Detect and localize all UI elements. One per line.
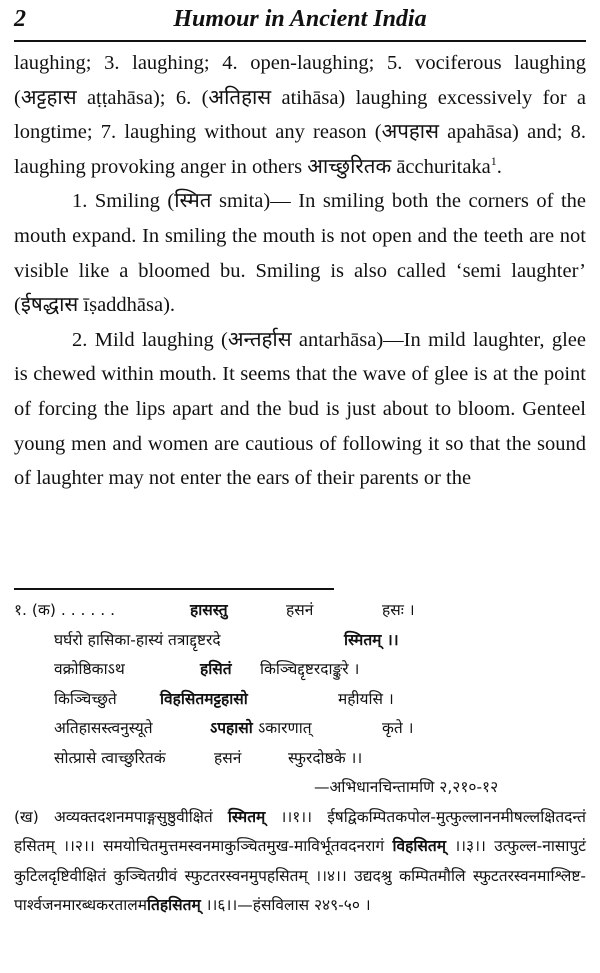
verse-line: १. (क) . . . . . . हासस्तु हसनं हसः । (14, 601, 415, 619)
verse-line: वक्रोष्ठिकाऽथ हसितं किञ्चिद्दृष्टरदाङ्कुरे । (54, 660, 360, 678)
book-title: Humour in Ancient India (173, 6, 427, 32)
verse-line: अतिहासस्त्वनुस्यूते ऽपहासो ऽकारणात् कृते । (54, 719, 414, 737)
footnote-prose: (ख) अव्यक्तदशनमपाङ्गसुष्ठुवीक्षितं स्मितम् ।।१।। ईषद्विकम्पितकपोल-मुत्फुल्लाननमीषल्लक्षितदन्तं हसितम् ।।२।। समयोचितमुत्तमस्वनमाकुञ्चितमुख-माविर्भूतवदनरागं विहसितम् ।।३।। उत्फुल्ल-नासापुटं कुटिलदृष्टिवीक्षितं कुञ्चितग्रीवं स्फुटतरस्वनमुपहसितम् ।।४।। उद्यदश्रु कम्पितमौलि स्फुटतरस्वनमाश्लिष्ट-पार्श्वजनमारब्धकरतालमतिहसितम् ।।६।।—हंसविलास २४९-५० । (14, 807, 586, 914)
footnote-rule (14, 588, 334, 590)
verse-source: —अभिधानचिन्तामणि २,२१०-१२ (314, 778, 499, 796)
paragraph-mild-laughing: 2. Mild laughing (अन्तर्हास antarhāsa)—In mild laughter, glee is chewed within mouth. It seems that the wave of glee is at the point of forcing the lips apart and the bud is just about to bloom. Genteel young men and women are cautious of following it so that the sound of laughter may not enter the ears of their parents or the (14, 328, 586, 490)
running-header (14, 2, 586, 38)
verse-line: सोत्प्रासे त्वाच्छुरितकं हसनं स्फुरदोष्ठके ।। (54, 748, 363, 767)
body-text (14, 46, 586, 496)
verse-line: किञ्चिच्छुते विहसितमट्टहासो महीयसि । (54, 689, 394, 708)
header-rule (14, 40, 586, 42)
page-number: 2 (14, 6, 26, 32)
verse-line: घर्घरो हासिका-हास्यं तत्राद्दृष्टरदे स्मितम् ।। (54, 630, 399, 649)
footnote-verse (14, 596, 586, 803)
paragraph-smiling: 1. Smiling (स्मित smita)— In smiling both the corners of the mouth expand. In smiling the mouth is not open and the teeth are not visible like a bloomed bu. Smiling is also called ‘semi laughter’ (ईषद्धास īṣaddhāsa). (14, 190, 586, 317)
footnote-reference[interactable]: 1 (490, 153, 497, 168)
footnote (14, 596, 586, 921)
paragraph-list-of-laughter: laughing; 3. laughing; 4. open-laughing; 5. vociferous laughing (अट्टहास aṭṭahāsa); 6. (अतिहास atihāsa) laughing excessively for a longtime; 7. laughing without any reason (अपहास apahāsa) and; 8. laughing provoking anger in others आच्छुरितक ācchuritaka$^1$. (14, 52, 586, 178)
